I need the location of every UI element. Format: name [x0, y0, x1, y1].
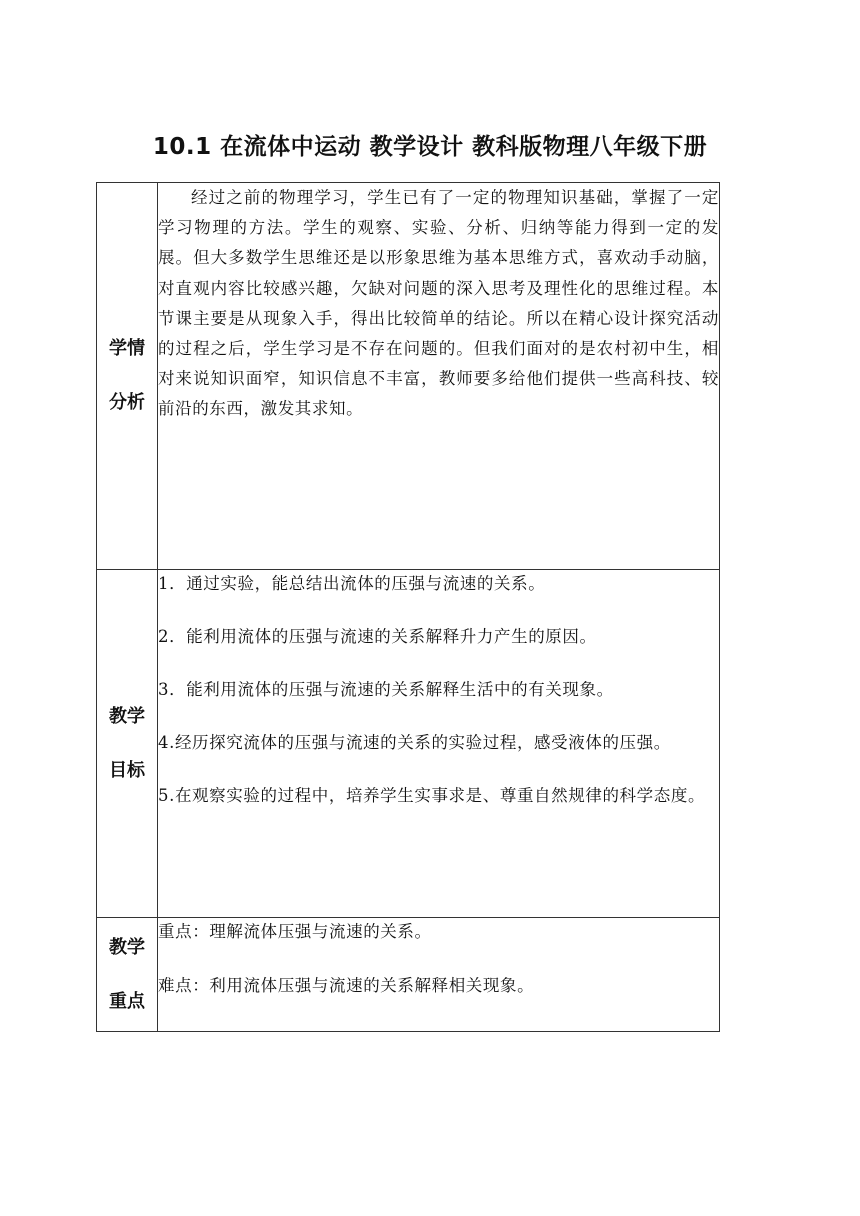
row-label-line: 教学: [109, 936, 145, 958]
goal-item: 5.在观察实验的过程中，培养学生实事求是、尊重自然规律的科学态度。: [158, 786, 706, 805]
table-row-key-points: [97, 918, 720, 1032]
goal-item: 2．能利用流体的压强与流速的关系解释升力产生的原因。: [158, 627, 597, 646]
row-label-line: 分析: [109, 392, 145, 413]
analysis-content: [158, 183, 720, 570]
difficulty-text: 难点：利用流体压强与流速的关系解释相关现象。: [158, 976, 535, 995]
document-title: 10.1 在流体中运动 教学设计 教科版物理八年级下册: [152, 134, 708, 160]
row-label-line: 教学: [109, 705, 145, 727]
lesson-plan-table: [96, 182, 720, 1032]
goal-item: 1．通过实验，能总结出流体的压强与流速的关系。: [158, 574, 546, 593]
row-label-line: 目标: [109, 759, 145, 781]
table-row-analysis: [97, 183, 720, 570]
goals-content: [158, 570, 720, 918]
table-row-goals: [97, 570, 720, 918]
goal-item: 4.经历探究流体的压强与流速的关系的实验过程，感受液体的压强。: [158, 733, 671, 752]
key-points-content: [158, 918, 720, 1032]
row-label-line: 学情: [109, 338, 145, 359]
goal-item: 3．能利用流体的压强与流速的关系解释生活中的有关现象。: [158, 680, 614, 699]
row-label-key-points: [97, 918, 158, 1032]
row-label-analysis: [97, 183, 158, 570]
row-label-goals: [97, 570, 158, 918]
key-point-text: 重点：理解流体压强与流速的关系。: [158, 922, 432, 941]
analysis-paragraph: 经过之前的物理学习，学生已有了一定的物理知识基础，掌握了一定学习物理的方法。学生的观察、实验、分析、归纳等能力得到一定的发展。但大多数学生思维还是以形象思维为基本思维方式，喜欢动手动脑，对直观内容比较感兴趣，欠缺对问题的深入思考及理性化的思维过程。本节课主要是从现象入手，得出比较简单的结论。所以在精心设计探究活动的过程之后，学生学习是不存在问题的。但我们面对的是农村初中生，相对来说知识面窄，知识信息不丰富，教师要多给他们提供一些高科技、较前沿的东西，激发其求知。: [158, 188, 719, 419]
row-label-line: 重点: [109, 990, 145, 1012]
